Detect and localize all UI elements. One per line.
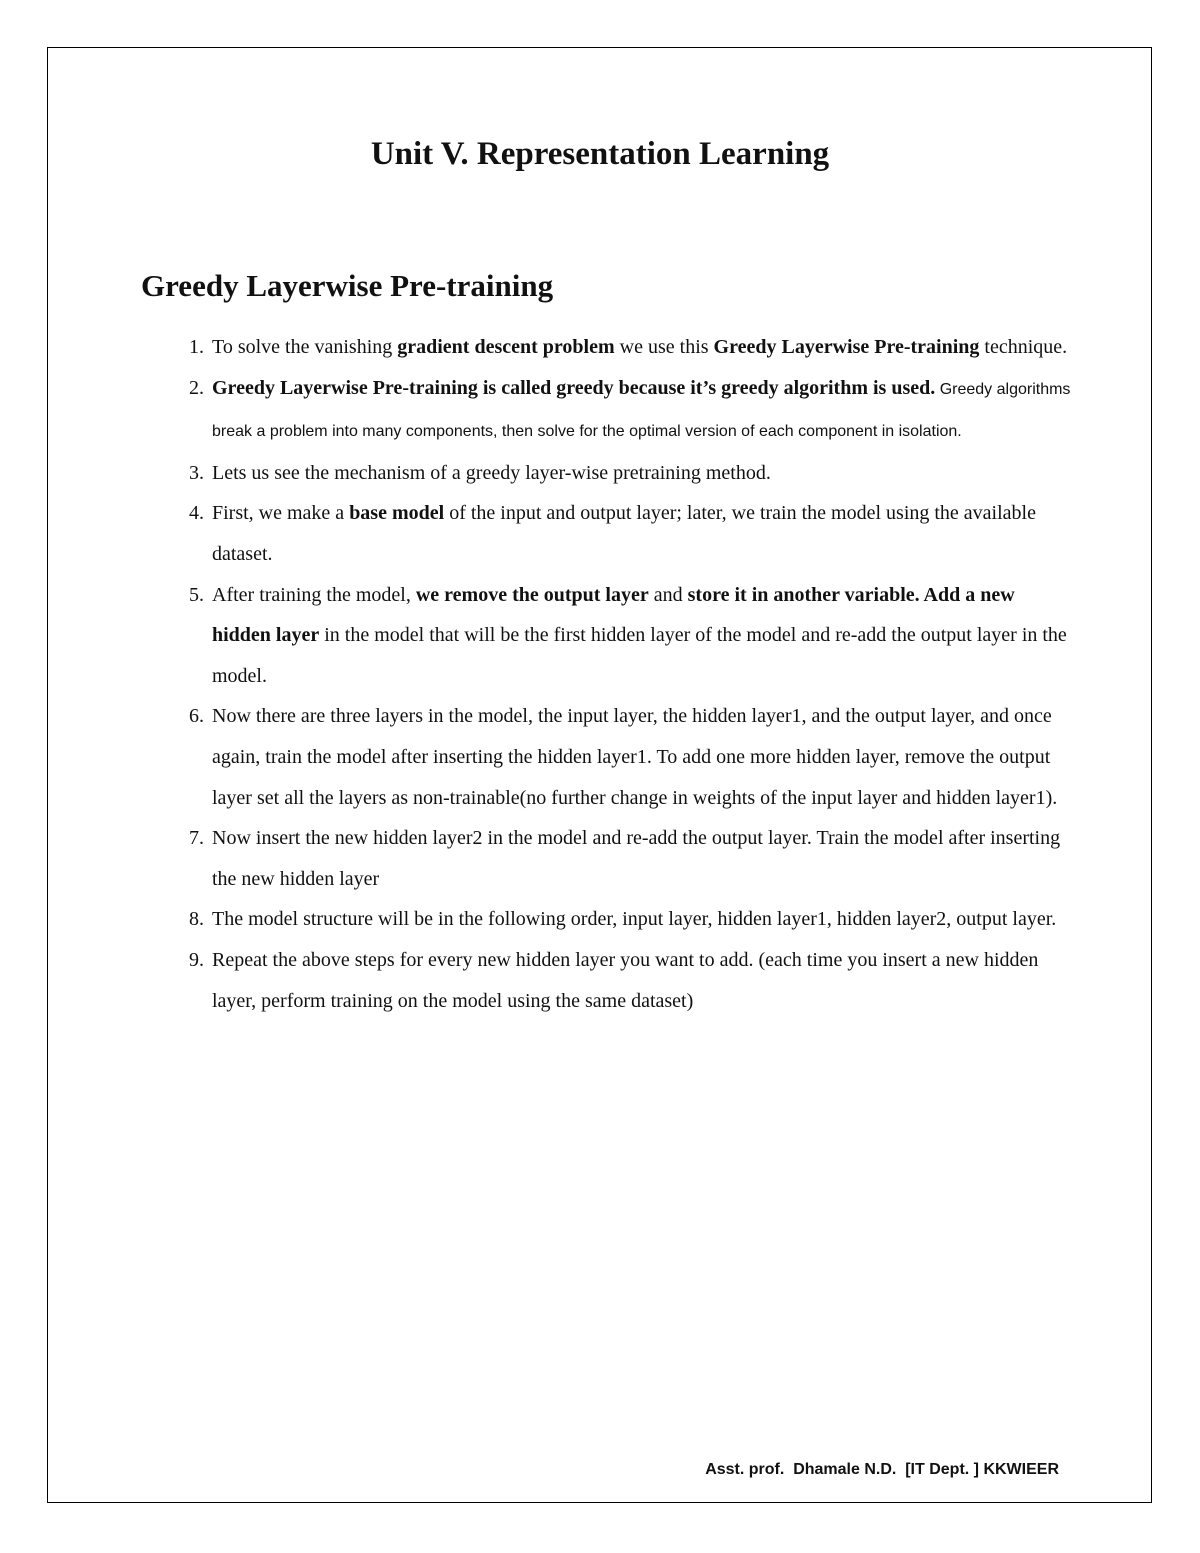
list-item	[189, 575, 1072, 697]
list-item	[189, 940, 1072, 1021]
list-number: 2.	[189, 376, 204, 399]
step-text: Repeat the above steps for every new hidden layer you want to add. (each time you insert a new hidden layer, perform training on the model using the same dataset)	[212, 948, 1039, 1012]
step-text: The model structure will be in the following order, input layer, hidden layer1, hidden layer2, output layer.	[212, 908, 1057, 931]
unit-title: Unit V. Representation Learning	[370, 136, 830, 172]
list-number: 9.	[189, 948, 204, 971]
list-item	[189, 899, 1072, 940]
step-text: Now there are three layers in the model, the input layer, the hidden layer1, and the output layer, and once again, train the model after inserting the hidden layer1. To add one more hidden layer, remove the output layer set all the layers as non-trainable(no further change in weights of the input layer and hidden layer1).	[212, 705, 1058, 809]
step-text: To solve the vanishing gradient descent problem we use this Greedy Layerwise Pre-training technique.	[212, 336, 1068, 358]
step-text: Now insert the new hidden layer2 in the model and re-add the output layer. Train the model after inserting the new hidden layer	[212, 827, 1061, 890]
footer-author: Asst. prof. Dhamale N.D. [IT Dept. ] KKWIEER	[705, 1461, 1059, 1478]
list-item	[189, 453, 1072, 494]
list-number: 1.	[189, 336, 204, 358]
list-number: 4.	[189, 502, 204, 525]
step-text: Greedy Layerwise Pre-training is called greedy because it’s greedy algorithm is used. Greedy algorithms break a problem into many components, then solve for the optimal version of each component in isolation.	[212, 376, 1071, 441]
list-item	[189, 696, 1072, 818]
list-number: 7.	[189, 827, 204, 850]
steps-list	[189, 327, 1072, 1021]
list-item	[189, 493, 1072, 574]
step-text: After training the model, we remove the output layer and store it in another variable. Add a new hidden layer in the model that will be the first hidden layer of the model and re-add the output layer in the model.	[212, 583, 1067, 687]
list-item	[189, 818, 1072, 899]
list-item	[189, 327, 1072, 368]
list-number: 3.	[189, 461, 204, 484]
step-text: Lets us see the mechanism of a greedy layer-wise pretraining method.	[212, 461, 771, 484]
section-heading: Greedy Layerwise Pre-training	[141, 268, 554, 303]
step-text: First, we make a base model of the input and output layer; later, we train the model using the available dataset.	[212, 502, 1036, 565]
list-item	[189, 368, 1072, 453]
list-number: 8.	[189, 908, 204, 931]
list-number: 6.	[189, 705, 204, 728]
list-number: 5.	[189, 583, 204, 606]
